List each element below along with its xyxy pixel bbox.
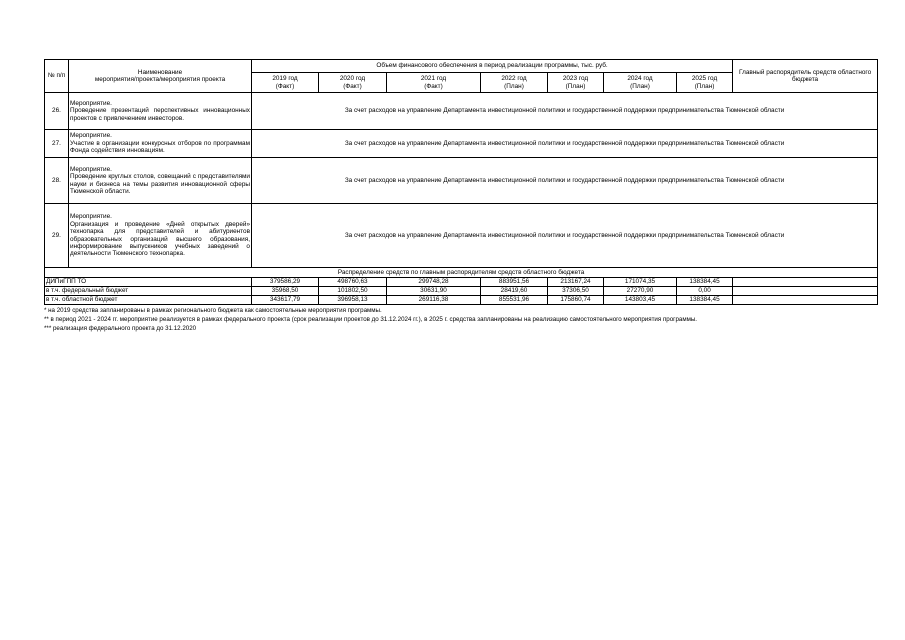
distribution-value: 883951,56 (481, 278, 548, 287)
header-name-sub: мероприятия/проекта/мероприятия проекта (94, 76, 226, 83)
header-name-title: Наименование (137, 68, 183, 76)
row-num: 26. (45, 93, 69, 130)
distribution-value: 28419,60 (481, 287, 548, 296)
row-funding-note: За счет расходов на управление Департамента инвестиционной политики и государственной поддержки предпринимательства Тюменской области (252, 158, 878, 204)
distribution-empty (733, 287, 878, 296)
distribution-row (45, 287, 878, 296)
header-manager: Главный распорядитель средств областного бюджета (733, 60, 878, 93)
row-name: Мероприятие. Организация и проведение «Дней открытых дверей» технопарка для представителей и абитуриентов образовательных организаций высшего образования, информирование выпускников учебных заведений о деятельности Тюменского технопарка. (69, 204, 252, 268)
header-year: 2021 год (Факт) (387, 73, 481, 93)
distribution-empty (733, 278, 878, 287)
table-row (45, 93, 878, 130)
header-year: 2020 год (Факт) (319, 73, 387, 93)
distribution-value: 138384,45 (677, 278, 733, 287)
row-num: 29. (45, 204, 69, 268)
row-num: 28. (45, 158, 69, 204)
distribution-value: 37306,50 (548, 287, 604, 296)
footnote: ** в период 2021 - 2024 гг. мероприятие реализуется в рамках федерального проекта (срок реализации проектов до 31.12.2024 гг.), в 2025 г. средства запланированы на реализацию самостоятельного мероприятия программы. (44, 315, 698, 323)
header-year: 2022 год (План) (481, 73, 548, 93)
header-row-1 (45, 60, 878, 73)
table-row (45, 158, 878, 204)
distribution-value: 0,00 (677, 287, 733, 296)
distribution-title: Распределение средств по главным распорядителям средств областного бюджета (45, 268, 878, 278)
header-year: 2019 год (Факт) (252, 73, 319, 93)
row-funding-note: За счет расходов на управление Департамента инвестиционной политики и государственной поддержки предпринимательства Тюменской области (252, 204, 878, 268)
distribution-value: 855531,96 (481, 296, 548, 305)
distribution-value: 138384,45 (677, 296, 733, 305)
row-name: Мероприятие. Участие в организации конкурсных отборов по программам Фонда содействия инновациям. (69, 130, 252, 158)
distribution-value: 27270,90 (604, 287, 677, 296)
distribution-value: 269116,38 (387, 296, 481, 305)
distribution-label: в т.ч. федеральный бюджет (45, 287, 252, 296)
distribution-value: 379586,29 (252, 278, 319, 287)
header-year: 2024 год (План) (604, 73, 677, 93)
distribution-row (45, 296, 878, 305)
distribution-value: 171074,35 (604, 278, 677, 287)
header-year: 2023 год (План) (548, 73, 604, 93)
row-name: Мероприятие. Проведение презентаций перспективных инновационных проектов с привлечением инвесторов. (69, 93, 252, 130)
footnote: * на 2019 средства запланированы в рамках регионального бюджета как самостоятельные мероприятия программы. (44, 307, 382, 314)
footnote: *** реализация федерального проекта до 31.12.2020 (44, 324, 197, 332)
row-name: Мероприятие. Проведение круглых столов, совещаний с представителями науки и бизнеса на темы развития инновационной сферы Тюменской области. (69, 158, 252, 204)
table-row (45, 130, 878, 158)
distribution-row (45, 278, 878, 287)
page (44, 59, 877, 334)
distribution-value: 299748,28 (387, 278, 481, 287)
distribution-value: 143803,45 (604, 296, 677, 305)
distribution-value: 175860,74 (548, 296, 604, 305)
row-num: 27. (45, 130, 69, 158)
distribution-value: 213167,24 (548, 278, 604, 287)
distribution-value: 498760,63 (319, 278, 387, 287)
distribution-value: 30631,90 (387, 287, 481, 296)
header-name (69, 60, 252, 93)
row-funding-note: За счет расходов на управление Департамента инвестиционной политики и государственной поддержки предпринимательства Тюменской области (252, 93, 878, 130)
header-year: 2025 год (План) (677, 73, 733, 93)
header-num: № п/п (45, 60, 69, 93)
distribution-empty (733, 296, 878, 305)
footnotes (44, 307, 877, 334)
table-row (45, 204, 878, 268)
row-funding-note: За счет расходов на управление Департамента инвестиционной политики и государственной поддержки предпринимательства Тюменской области (252, 130, 878, 158)
financing-table (44, 59, 878, 305)
distribution-title-row (45, 268, 878, 278)
distribution-value: 35968,50 (252, 287, 319, 296)
distribution-value: 396958,13 (319, 296, 387, 305)
header-volume: Объем финансового обеспечения в период реализации программы, тыс. руб. (252, 60, 733, 73)
distribution-label: в т.ч. областной бюджет (45, 296, 252, 305)
distribution-value: 101802,50 (319, 287, 387, 296)
distribution-value: 343617,79 (252, 296, 319, 305)
distribution-label: ДИПиГПП ТО (45, 278, 252, 287)
